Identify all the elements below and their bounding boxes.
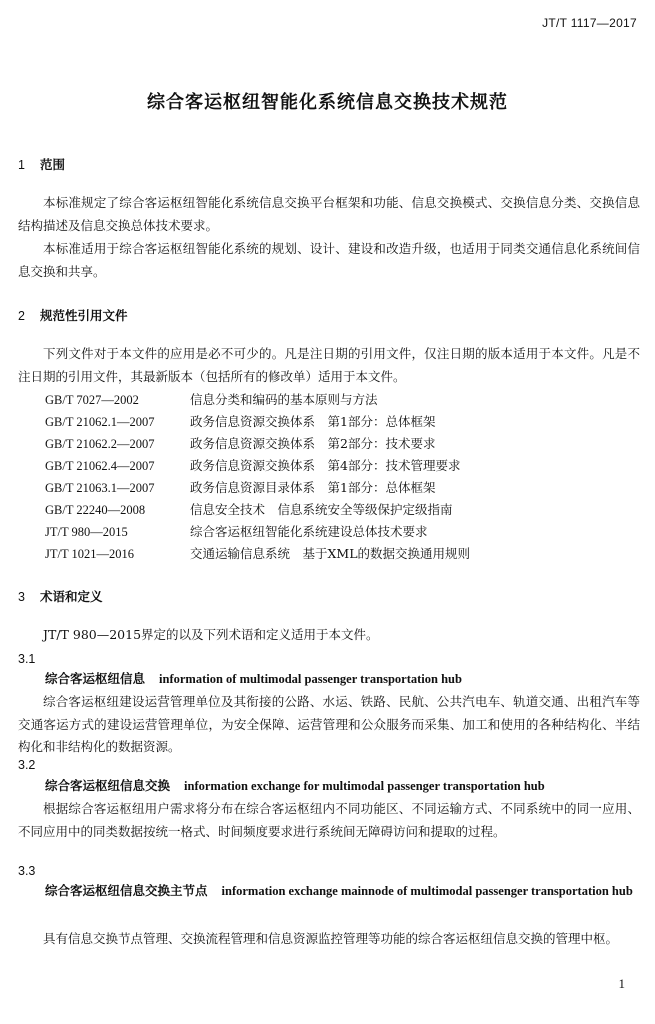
reference-code: JT/T 980—2015: [45, 525, 128, 539]
section-title: 术语和定义: [40, 589, 103, 604]
term-definition: 具有信息交换节点管理、交换流程管理和信息资源监控管理等功能的综合客运枢纽信息交换的管理中枢。: [43, 931, 619, 946]
document-title: 综合客运枢纽智能化系统信息交换技术规范: [147, 92, 508, 113]
reference-code: GB/T 22240—2008: [45, 503, 146, 517]
term-definition: 综合客运枢纽建设运营管理单位及其衔接的公路、水运、铁路、民航、公共汽电车、轨道交通、出租汽车等交通客运方式的建设运营管理单位，为安全保障、运营管理和公众服务而采集、加工和使用的各种结构化、半结构化和非结构化的数据资源。: [18, 694, 640, 754]
reference-row: [45, 477, 435, 500]
term-definition: 根据综合客运枢纽用户需求将分布在综合客运枢纽内不同功能区、不同运输方式、不同系统中的同一应用、不同应用中的同类数据按统一格式、时间频度要求进行系统间无障碍访问和提取的过程。: [18, 801, 640, 839]
reference-code: GB/T 21063.1—2007: [45, 481, 155, 495]
reference-name: 信息安全技术 信息系统安全等级保护定级指南: [190, 502, 453, 517]
reference-name: 政务信息资源交换体系 第4部分：技术管理要求: [190, 458, 461, 473]
reference-code: GB/T 21062.4—2007: [45, 459, 155, 473]
section-number: 3: [18, 590, 25, 604]
term-heading: [45, 775, 640, 798]
section-number: 1: [18, 158, 25, 172]
term-heading: [45, 880, 640, 903]
reference-name: 政务信息资源交换体系 第2部分：技术要求: [190, 436, 436, 451]
reference-code: GB/T 7027—2002: [45, 393, 139, 407]
section-title: 规范性引用文件: [40, 308, 128, 323]
reference-row: [45, 455, 460, 478]
clause-number: 3.3: [18, 864, 36, 878]
term-english: information exchange for multimodal passenger transportation hub: [184, 779, 545, 793]
section-3-heading: [18, 587, 103, 605]
standard-code: JT/T 1117—2017: [542, 16, 637, 30]
section-number: 2: [18, 309, 25, 323]
clause-number: 3.2: [18, 758, 36, 772]
references-intro: 下列文件对于本文件的应用是必不可少的。凡是注日期的引用文件，仅注日期的版本适用于本文件。凡是不注日期的引用文件，其最新版本（包括所有的修改单）适用于本文件。: [18, 346, 640, 384]
reference-row: [45, 499, 453, 522]
page-number: 1: [618, 976, 625, 991]
term-english: information exchange mainnode of multimodal passenger transportation hub: [221, 884, 633, 898]
reference-name: 交通运输信息系统 基于XML的数据交换通用规则: [190, 546, 470, 561]
terms-intro: JT/T 980—2015界定的以及下列术语和定义适用于本文件。: [43, 627, 379, 642]
reference-row: [45, 389, 378, 412]
reference-row: [45, 543, 470, 566]
reference-name: 政务信息资源交换体系 第1部分：总体框架: [190, 414, 436, 429]
reference-code: JT/T 1021—2016: [45, 547, 135, 561]
reference-row: [45, 521, 428, 544]
term-heading: [45, 668, 640, 691]
scope-paragraph-1: 本标准规定了综合客运枢纽智能化系统信息交换平台框架和功能、信息交换模式、交换信息分类、交换信息结构描述及信息交换总体技术要求。: [18, 195, 640, 233]
section-1-heading: [18, 155, 65, 173]
scope-paragraph-2: 本标准适用于综合客运枢纽智能化系统的规划、设计、建设和改造升级，也适用于同类交通信息化系统间信息交换和共享。: [18, 241, 640, 279]
term-chinese: 综合客运枢纽信息交换: [45, 778, 171, 793]
term-english: information of multimodal passenger transportation hub: [159, 672, 462, 686]
reference-code: GB/T 21062.2—2007: [45, 437, 155, 451]
term-chinese: 综合客运枢纽信息: [45, 671, 146, 686]
section-2-heading: [18, 306, 128, 324]
reference-code: GB/T 21062.1—2007: [45, 415, 155, 429]
section-title: 范围: [40, 157, 66, 172]
reference-row: [45, 411, 435, 434]
term-chinese: 综合客运枢纽信息交换主节点: [45, 883, 208, 898]
reference-name: 政务信息资源目录体系 第1部分：总体框架: [190, 480, 436, 495]
clause-number: 3.1: [18, 652, 36, 666]
reference-name: 信息分类和编码的基本原则与方法: [190, 392, 378, 407]
reference-row: [45, 433, 435, 456]
reference-name: 综合客运枢纽智能化系统建设总体技术要求: [190, 524, 428, 539]
